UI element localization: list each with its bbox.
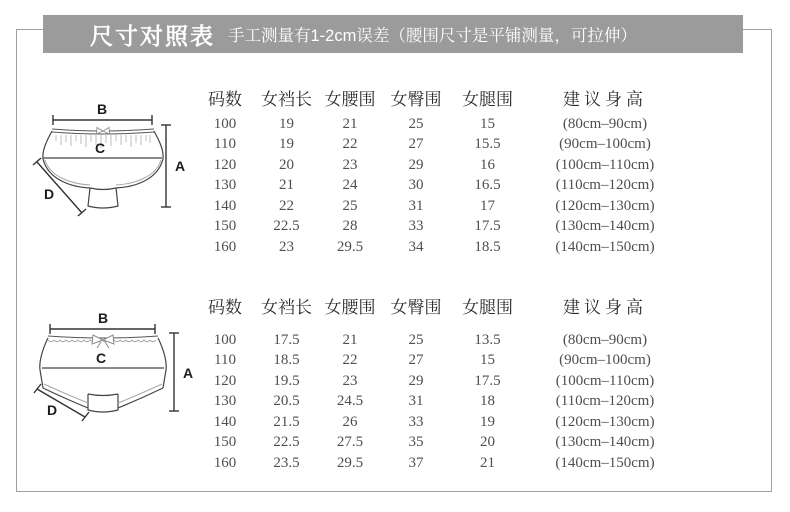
label-c: C bbox=[95, 350, 107, 366]
size-cell: 16 bbox=[480, 156, 495, 173]
size-row bbox=[195, 392, 685, 413]
size-cell: 23.5 bbox=[273, 454, 300, 471]
size-cell: (120cm–130cm) bbox=[555, 413, 655, 430]
spacer-row bbox=[195, 318, 685, 330]
size-cell: 140 bbox=[213, 197, 237, 214]
size-row bbox=[195, 453, 685, 474]
size-cell: 16.5 bbox=[474, 177, 501, 194]
size-table-briefs bbox=[195, 84, 685, 258]
size-cell: 100 bbox=[213, 331, 237, 348]
size-cell: 29 bbox=[408, 372, 424, 389]
size-row bbox=[195, 176, 685, 197]
size-row bbox=[195, 135, 685, 156]
size-cell: 21 bbox=[279, 177, 294, 194]
size-cell: (110cm–120cm) bbox=[555, 393, 655, 410]
leg-measure-line bbox=[34, 384, 89, 421]
size-row bbox=[195, 351, 685, 372]
measurement-note: 手工测量有1-2cm误差（腰围尺寸是平铺测量，可拉伸） bbox=[228, 27, 637, 45]
label-a: A bbox=[183, 365, 194, 381]
size-cell: (120cm–130cm) bbox=[555, 197, 655, 214]
size-cell: 33 bbox=[408, 218, 424, 235]
size-cell: 21 bbox=[342, 331, 358, 348]
brief-diagram bbox=[28, 100, 198, 235]
column-header: 建议身高 bbox=[563, 297, 647, 317]
column-header: 女腰围 bbox=[324, 89, 376, 109]
size-cell: 31 bbox=[408, 197, 424, 214]
waistband bbox=[48, 336, 158, 338]
column-header: 女裆长 bbox=[261, 89, 312, 109]
size-cell: 150 bbox=[213, 218, 237, 235]
size-cell: (80cm–90cm) bbox=[562, 115, 648, 132]
size-row bbox=[195, 155, 685, 176]
size-cell: 20 bbox=[480, 434, 495, 451]
size-cell: 130 bbox=[213, 393, 237, 410]
size-cell: 27 bbox=[408, 352, 424, 369]
column-header: 女臀围 bbox=[390, 297, 442, 317]
size-cell: 31 bbox=[408, 393, 424, 410]
size-cell: 100 bbox=[213, 115, 237, 132]
size-cell: 25 bbox=[342, 197, 358, 214]
size-cell: 20 bbox=[279, 156, 294, 173]
size-row bbox=[195, 237, 685, 258]
size-cell: 19.5 bbox=[273, 372, 300, 389]
height-measure-line bbox=[169, 333, 179, 411]
size-row bbox=[195, 217, 685, 238]
size-cell: 21 bbox=[342, 115, 358, 132]
size-cell: 25 bbox=[408, 115, 424, 132]
size-row bbox=[195, 371, 685, 392]
size-cell: 24 bbox=[342, 177, 358, 194]
size-cell: 15 bbox=[480, 115, 495, 132]
size-cell: 23 bbox=[279, 238, 294, 255]
size-cell: 160 bbox=[213, 238, 237, 255]
size-row bbox=[195, 412, 685, 433]
size-cell: 17.5 bbox=[474, 372, 501, 389]
column-header: 女腿围 bbox=[462, 89, 513, 109]
size-cell: 140 bbox=[213, 413, 237, 430]
size-cell: 110 bbox=[214, 136, 236, 153]
size-cell: 29.5 bbox=[336, 238, 364, 255]
size-row bbox=[195, 114, 685, 135]
size-cell: 18.5 bbox=[273, 352, 300, 369]
size-cell: 19 bbox=[279, 115, 294, 132]
column-header: 女腿围 bbox=[462, 297, 513, 317]
size-cell: 120 bbox=[213, 156, 237, 173]
size-row bbox=[195, 330, 685, 351]
label-c: C bbox=[94, 140, 106, 156]
header-row bbox=[195, 292, 685, 318]
size-cell: 130 bbox=[213, 177, 237, 194]
size-cell: 22.5 bbox=[273, 218, 300, 235]
size-cell: 29 bbox=[408, 156, 424, 173]
boyshort-diagram bbox=[28, 312, 198, 444]
size-cell: 15.5 bbox=[474, 136, 501, 153]
size-cell: 22 bbox=[342, 136, 358, 153]
size-cell: 15 bbox=[480, 352, 495, 369]
header-bar bbox=[43, 15, 743, 53]
size-cell: 17.5 bbox=[273, 331, 300, 348]
label-d: D bbox=[44, 186, 55, 202]
size-cell: 37 bbox=[408, 454, 424, 471]
page-title: 尺寸对照表 bbox=[90, 23, 215, 49]
size-cell: 26 bbox=[342, 413, 358, 430]
waistband bbox=[52, 129, 154, 134]
size-cell: (110cm–120cm) bbox=[555, 177, 655, 194]
size-cell: (130cm–140cm) bbox=[555, 434, 655, 451]
size-cell: (80cm–90cm) bbox=[562, 331, 648, 348]
size-cell: 22 bbox=[342, 352, 358, 369]
size-cell: 35 bbox=[408, 434, 424, 451]
size-cell: 20.5 bbox=[273, 393, 300, 410]
size-cell: 19 bbox=[279, 136, 294, 153]
size-cell: 13.5 bbox=[474, 331, 501, 348]
size-row bbox=[195, 196, 685, 217]
size-cell: 23 bbox=[342, 156, 358, 173]
size-table-boyshorts bbox=[195, 292, 685, 474]
label-d: D bbox=[47, 402, 58, 418]
size-cell: (130cm–140cm) bbox=[555, 218, 655, 235]
size-cell: 25 bbox=[408, 331, 424, 348]
column-header: 女裆长 bbox=[261, 297, 312, 317]
size-cell: 27 bbox=[408, 136, 424, 153]
size-cell: 17.5 bbox=[474, 218, 501, 235]
size-cell: (100cm–110cm) bbox=[555, 156, 655, 173]
size-cell: 120 bbox=[213, 372, 237, 389]
label-b: B bbox=[96, 101, 108, 117]
size-cell: 150 bbox=[213, 434, 237, 451]
column-header: 码数 bbox=[208, 89, 242, 109]
size-cell: (90cm–100cm) bbox=[559, 136, 651, 153]
column-header: 码数 bbox=[208, 297, 242, 317]
size-cell: (140cm–150cm) bbox=[555, 454, 655, 471]
size-cell: (100cm–110cm) bbox=[555, 372, 655, 389]
size-cell: 24.5 bbox=[336, 393, 364, 410]
column-header: 女腰围 bbox=[324, 297, 376, 317]
size-cell: 22 bbox=[279, 197, 294, 214]
size-cell: 29.5 bbox=[336, 454, 364, 471]
bow-icon bbox=[97, 128, 110, 135]
column-header: 女臀围 bbox=[390, 89, 442, 109]
label-b: B bbox=[97, 312, 109, 326]
size-cell: 17 bbox=[480, 197, 495, 214]
size-cell: 23 bbox=[342, 372, 358, 389]
size-cell: 21.5 bbox=[273, 413, 300, 430]
size-cell: 28 bbox=[342, 218, 358, 235]
height-measure-line bbox=[161, 125, 171, 207]
size-cell: (90cm–100cm) bbox=[559, 352, 651, 369]
size-cell: 18.5 bbox=[474, 238, 501, 255]
size-cell: 27.5 bbox=[336, 434, 364, 451]
size-cell: 30 bbox=[408, 177, 424, 194]
size-cell: 160 bbox=[213, 454, 237, 471]
size-cell: (140cm–150cm) bbox=[555, 238, 655, 255]
size-cell: 18 bbox=[480, 393, 495, 410]
leg-trim bbox=[44, 384, 162, 403]
size-cell: 34 bbox=[408, 238, 424, 255]
column-header: 建议身高 bbox=[563, 89, 647, 109]
size-cell: 21 bbox=[480, 454, 495, 471]
size-row bbox=[195, 433, 685, 454]
size-cell: 22.5 bbox=[273, 434, 300, 451]
size-cell: 110 bbox=[214, 352, 236, 369]
size-cell: 19 bbox=[480, 413, 495, 430]
label-a: A bbox=[175, 158, 186, 174]
size-cell: 33 bbox=[408, 413, 424, 430]
header-row bbox=[195, 84, 685, 110]
